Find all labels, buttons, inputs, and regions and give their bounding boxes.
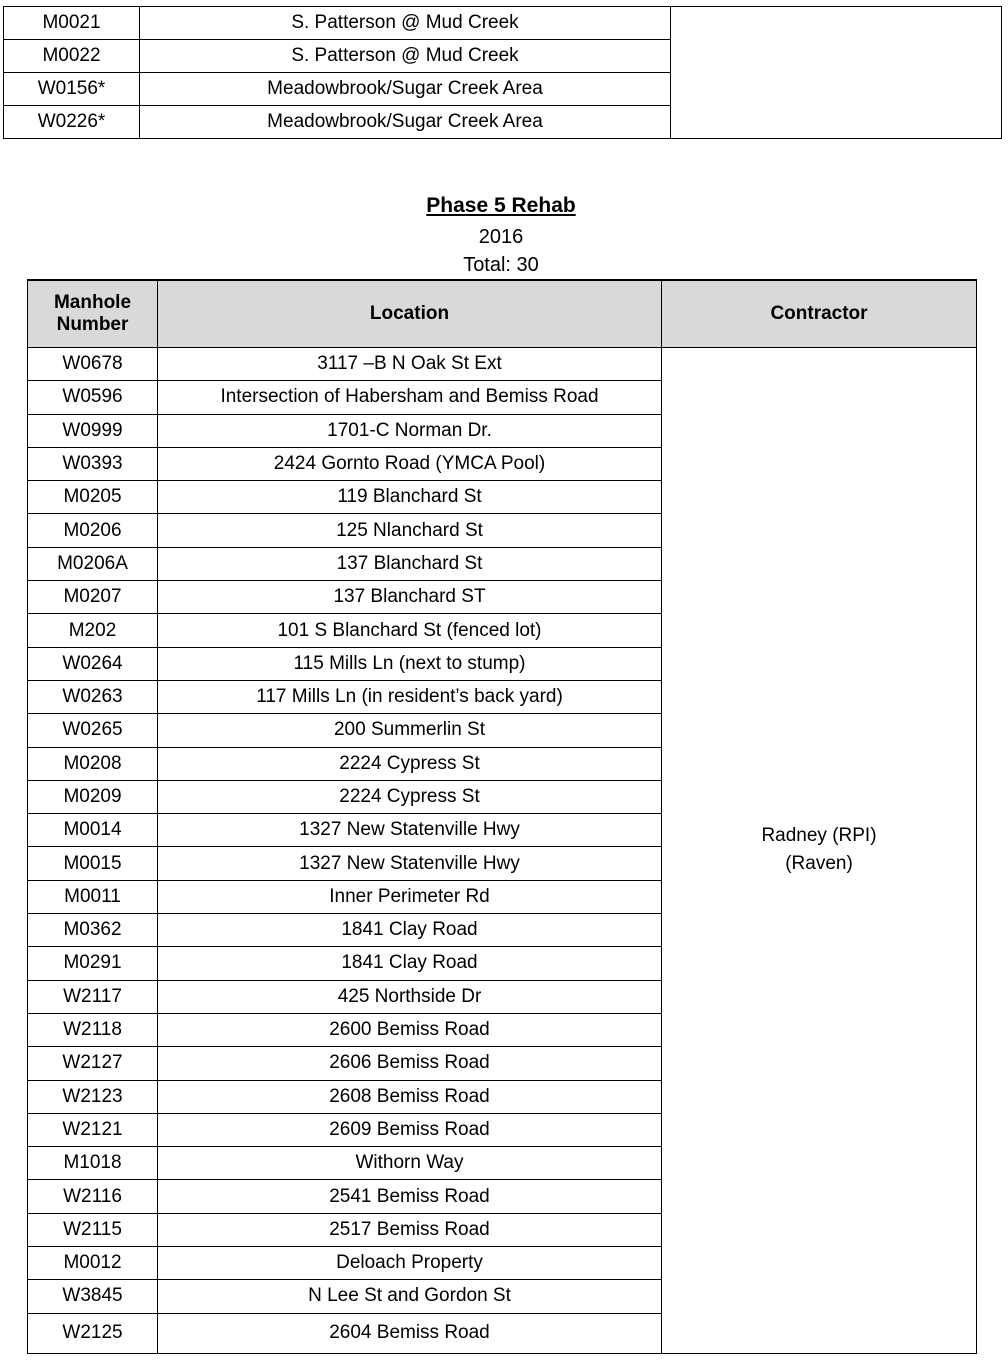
manhole-number-cell: W2115 — [28, 1213, 158, 1246]
manhole-number-cell: M0206A — [28, 547, 158, 580]
header-number-line1: Manhole — [53, 292, 132, 313]
manhole-number-cell: M202 — [28, 614, 158, 647]
location-cell: S. Patterson @ Mud Creek — [140, 40, 671, 73]
location-cell: 2609 Bemiss Road — [158, 1113, 662, 1146]
location-cell: Intersection of Habersham and Bemiss Road — [158, 381, 662, 414]
phase-5-rehab-table-body — [28, 348, 977, 1354]
location-cell: 2604 Bemiss Road — [158, 1313, 662, 1353]
manhole-number-cell: W0265 — [28, 714, 158, 747]
location-cell: 1841 Clay Road — [158, 947, 662, 980]
table-header-row — [28, 280, 977, 348]
phase-5-rehab-table — [27, 279, 977, 1354]
manhole-number-cell: W2117 — [28, 980, 158, 1013]
table-row — [4, 7, 1002, 40]
location-cell: Withorn Way — [158, 1147, 662, 1180]
location-cell: 2600 Bemiss Road — [158, 1013, 662, 1046]
manhole-number-cell: M0022 — [4, 40, 140, 73]
manhole-number-cell: W2123 — [28, 1080, 158, 1113]
previous-phase-table — [3, 6, 1002, 139]
header-manhole-number — [28, 280, 158, 348]
manhole-number-cell: M0206 — [28, 514, 158, 547]
location-cell: 2541 Bemiss Road — [158, 1180, 662, 1213]
location-cell: 2606 Bemiss Road — [158, 1047, 662, 1080]
header-location: Location — [158, 280, 662, 348]
header-contractor: Contractor — [662, 280, 977, 348]
manhole-number-cell: M0209 — [28, 780, 158, 813]
manhole-number-cell: W0678 — [28, 348, 158, 381]
location-cell: 115 Mills Ln (next to stump) — [158, 647, 662, 680]
phase-title: Phase 5 Rehab — [426, 194, 576, 217]
location-cell: 200 Summerlin St — [158, 714, 662, 747]
location-cell: 3117 –B N Oak St Ext — [158, 348, 662, 381]
location-cell: 117 Mills Ln (in resident’s back yard) — [158, 680, 662, 713]
location-cell: 1841 Clay Road — [158, 914, 662, 947]
location-cell: 137 Blanchard ST — [158, 581, 662, 614]
manhole-number-cell: W0226* — [4, 106, 140, 139]
manhole-number-cell: M0208 — [28, 747, 158, 780]
contractor-cell — [671, 7, 1002, 139]
location-cell: 2224 Cypress St — [158, 747, 662, 780]
location-cell: Deloach Property — [158, 1247, 662, 1280]
manhole-number-cell: W2116 — [28, 1180, 158, 1213]
contractor-name: Radney (RPI) — [761, 825, 877, 847]
location-cell: Meadowbrook/Sugar Creek Area — [140, 73, 671, 106]
phase-total: Total: 30 — [463, 254, 539, 276]
manhole-number-cell: W0596 — [28, 381, 158, 414]
location-cell: 1701-C Norman Dr. — [158, 414, 662, 447]
location-cell: 1327 New Statenville Hwy — [158, 814, 662, 847]
contractor-cell — [662, 348, 977, 1354]
contractor-alias: (Raven) — [785, 853, 853, 875]
manhole-number-cell: M0291 — [28, 947, 158, 980]
previous-phase-table-body — [4, 7, 1002, 139]
manhole-number-cell: M0011 — [28, 880, 158, 913]
location-cell: 119 Blanchard St — [158, 481, 662, 514]
manhole-number-cell: M0014 — [28, 814, 158, 847]
location-cell: 2608 Bemiss Road — [158, 1080, 662, 1113]
location-cell: 1327 New Statenville Hwy — [158, 847, 662, 880]
manhole-number-cell: W3845 — [28, 1280, 158, 1313]
manhole-number-cell: M1018 — [28, 1147, 158, 1180]
header-number-line2: Number — [56, 314, 129, 335]
location-cell: 137 Blanchard St — [158, 547, 662, 580]
manhole-number-cell: W2127 — [28, 1047, 158, 1080]
manhole-number-cell: W0263 — [28, 680, 158, 713]
table-row — [28, 348, 977, 381]
manhole-number-cell: W0264 — [28, 647, 158, 680]
manhole-number-cell: W0999 — [28, 414, 158, 447]
location-cell: N Lee St and Gordon St — [158, 1280, 662, 1313]
location-cell: 2224 Cypress St — [158, 780, 662, 813]
location-cell: Meadowbrook/Sugar Creek Area — [140, 106, 671, 139]
manhole-number-cell: M0362 — [28, 914, 158, 947]
location-cell: Inner Perimeter Rd — [158, 880, 662, 913]
location-cell: 2517 Bemiss Road — [158, 1213, 662, 1246]
manhole-number-cell: W2118 — [28, 1013, 158, 1046]
manhole-number-cell: M0021 — [4, 7, 140, 40]
location-cell: 425 Northside Dr — [158, 980, 662, 1013]
phase-year: 2016 — [478, 226, 524, 248]
manhole-number-cell: W2125 — [28, 1313, 158, 1353]
manhole-number-cell: W2121 — [28, 1113, 158, 1146]
location-cell: S. Patterson @ Mud Creek — [140, 7, 671, 40]
manhole-number-cell: M0012 — [28, 1247, 158, 1280]
location-cell: 101 S Blanchard St (fenced lot) — [158, 614, 662, 647]
manhole-number-cell: M0207 — [28, 581, 158, 614]
manhole-number-cell: W0393 — [28, 447, 158, 480]
manhole-number-cell: M0015 — [28, 847, 158, 880]
manhole-number-cell: M0205 — [28, 481, 158, 514]
manhole-number-cell: W0156* — [4, 73, 140, 106]
location-cell: 2424 Gornto Road (YMCA Pool) — [158, 447, 662, 480]
location-cell: 125 Nlanchard St — [158, 514, 662, 547]
